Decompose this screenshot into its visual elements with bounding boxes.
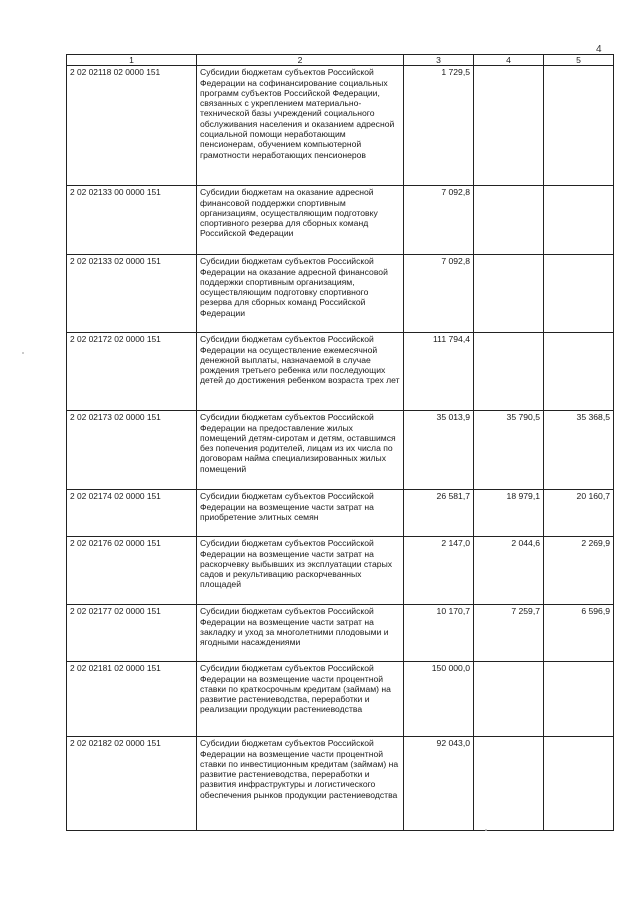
value-col4: 35 790,5 — [474, 411, 544, 490]
value-col3: 1 729,5 — [404, 66, 474, 186]
row-description: Субсидии бюджетам субъектов Российской Федерации на возмещение части затрат на приобретение элитных семян — [197, 490, 404, 537]
column-header-2: 2 — [197, 55, 404, 66]
budget-code: 2 02 02182 02 0000 151 — [67, 737, 197, 831]
budget-code: 2 02 02172 02 0000 151 — [67, 333, 197, 411]
row-description: Субсидии бюджетам субъектов Российской Федерации на предоставление жилых помещений детям-сиротам и детям, оставшимся без попечения родителей, лицам из их числа по договорам найма специализированных жилых помещений — [197, 411, 404, 490]
row-description: Субсидии бюджетам субъектов Российской Федерации на возмещение части процентной ставки по краткосрочным кредитам (займам) на развитие растениеводства, переработки и реализации продукции растениеводства — [197, 662, 404, 737]
value-col4 — [474, 66, 544, 186]
value-col3: 26 581,7 — [404, 490, 474, 537]
value-col5: 35 368,5 — [544, 411, 614, 490]
budget-code: 2 02 02173 02 0000 151 — [67, 411, 197, 490]
value-col5 — [544, 662, 614, 737]
value-col5: 20 160,7 — [544, 490, 614, 537]
value-col4: 18 979,1 — [474, 490, 544, 537]
table-row — [67, 411, 614, 490]
budget-code: 2 02 02181 02 0000 151 — [67, 662, 197, 737]
value-col3: 35 013,9 — [404, 411, 474, 490]
page-number: 4 — [596, 44, 602, 55]
scan-speck — [22, 352, 24, 354]
row-description: Субсидии бюджетам субъектов Российской Федерации на оказание адресной финансовой поддержки спортивным организациям, осуществляющим подготовку спортивного резерва для сборных команд Российской Федерации — [197, 255, 404, 333]
value-col5 — [544, 186, 614, 255]
header-row — [67, 55, 614, 66]
value-col5 — [544, 66, 614, 186]
budget-code: 2 02 02174 02 0000 151 — [67, 490, 197, 537]
value-col4 — [474, 737, 544, 831]
row-description: Субсидии бюджетам субъектов Российской Федерации на софинансирование социальных программ субъектов Российской Федерации, связанных с укреплением материально-технической базы учреждений социального обслуживания населения и оказанием адресной социальной помощи неработающим пенсионерам, обучением компьютерной грамотности неработающих пенсионеров — [197, 66, 404, 186]
table-row — [67, 737, 614, 831]
table-row — [67, 537, 614, 605]
budget-table — [66, 54, 614, 831]
column-header-5: 5 — [544, 55, 614, 66]
row-description: Субсидии бюджетам на оказание адресной финансовой поддержки спортивным организациям, осуществляющим подготовку спортивного резерва для сборных команд Российской Федерации — [197, 186, 404, 255]
value-col5 — [544, 333, 614, 411]
value-col4: 2 044,6 — [474, 537, 544, 605]
value-col3: 111 794,4 — [404, 333, 474, 411]
row-description: Субсидии бюджетам субъектов Российской Федерации на возмещение части затрат на закладку и уход за многолетними плодовыми и ягодными насаждениями — [197, 605, 404, 662]
table-row — [67, 662, 614, 737]
row-description: Субсидии бюджетам субъектов Российской Федерации на возмещение части затрат на раскорчевку выбывших из эксплуатации старых садов и рекультивацию раскорчеванных площадей — [197, 537, 404, 605]
value-col4 — [474, 186, 544, 255]
table-row — [67, 66, 614, 186]
value-col4 — [474, 255, 544, 333]
value-col3: 2 147,0 — [404, 537, 474, 605]
value-col4: 7 259,7 — [474, 605, 544, 662]
value-col3: 92 043,0 — [404, 737, 474, 831]
value-col4 — [474, 333, 544, 411]
table-row — [67, 255, 614, 333]
budget-code: 2 02 02133 02 0000 151 — [67, 255, 197, 333]
column-header-1: 1 — [67, 55, 197, 66]
table-row — [67, 605, 614, 662]
budget-code: 2 02 02177 02 0000 151 — [67, 605, 197, 662]
column-header-3: 3 — [404, 55, 474, 66]
value-col4 — [474, 662, 544, 737]
value-col5: 6 596,9 — [544, 605, 614, 662]
value-col5 — [544, 737, 614, 831]
value-col3: 7 092,8 — [404, 255, 474, 333]
value-col3: 150 000,0 — [404, 662, 474, 737]
row-description: Субсидии бюджетам субъектов Российской Федерации на возмещение части процентной ставки по инвестиционным кредитам (займам) на развитие растениеводства, переработки и развития инфраструктуры и логистического обеспечения рынков продукции растениеводства — [197, 737, 404, 831]
budget-code: 2 02 02176 02 0000 151 — [67, 537, 197, 605]
value-col5 — [544, 255, 614, 333]
scan-speck — [485, 829, 487, 831]
value-col3: 7 092,8 — [404, 186, 474, 255]
table-row — [67, 186, 614, 255]
budget-code: 2 02 02133 00 0000 151 — [67, 186, 197, 255]
value-col5: 2 269,9 — [544, 537, 614, 605]
table-row — [67, 333, 614, 411]
value-col3: 10 170,7 — [404, 605, 474, 662]
column-header-4: 4 — [474, 55, 544, 66]
row-description: Субсидии бюджетам субъектов Российской Федерации на осуществление ежемесячной денежной выплаты, назначаемой в случае рождения третьего ребенка или последующих детей до достижения ребенком возраста трех лет — [197, 333, 404, 411]
table-row — [67, 490, 614, 537]
budget-code: 2 02 02118 02 0000 151 — [67, 66, 197, 186]
